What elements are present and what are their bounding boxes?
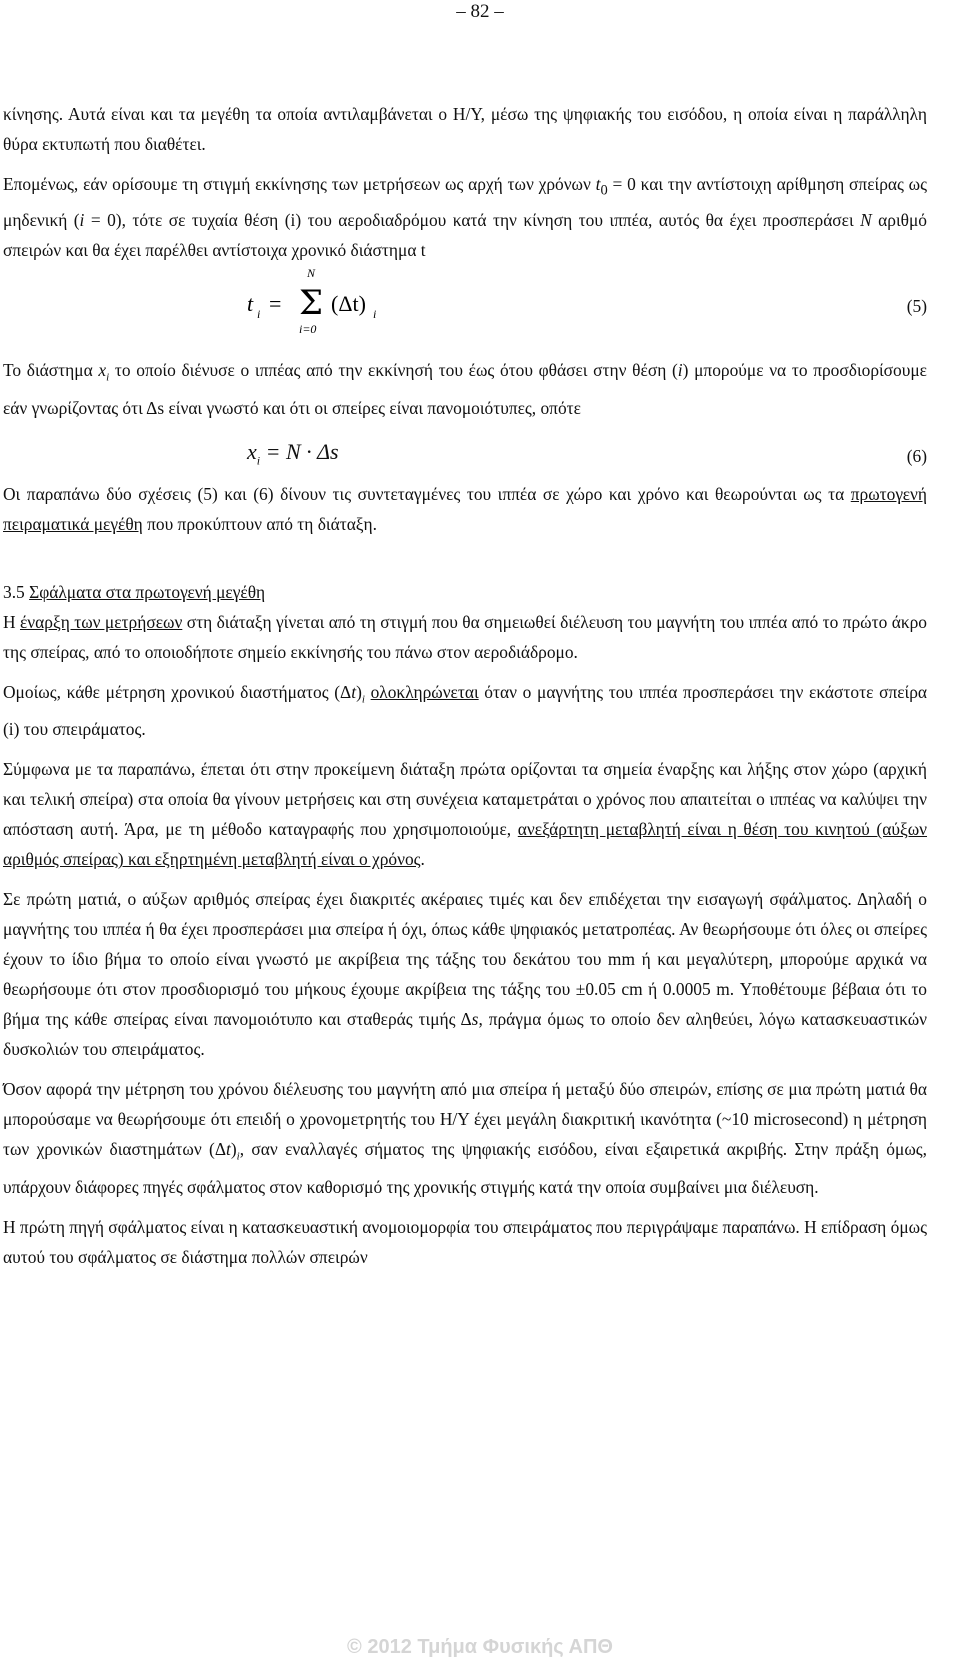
equation-5 (3, 265, 927, 355)
paragraph-6: Ομοίως, κάθε μέτρηση χρονικού διαστήματος $(\Delta t)_i$ ολοκληρώνεται όταν ο μαγνήτης του ιππέα προσπεράσει την εκάστοτε σπείρα (i) του σπειράματος. (3, 681, 927, 740)
eq6-rhs: = N · Δs (265, 438, 339, 464)
eq5-body-sub: i (373, 307, 377, 322)
paragraph-10: Η πρώτη πηγή σφάλματος είναι η κατασκευαστική ανομοιομορφία του σπειράματος που περιγράψαμε παραπάνω. Η επίδραση όμως αυτού του σφάλματος σε διάστημα πολλών σπειρών (3, 1216, 927, 1267)
sigma-symbol: Σ (299, 283, 324, 324)
section-title: Σφάλματα στα πρωτογενή μεγέθη (29, 581, 266, 602)
equation-6 (3, 423, 927, 479)
paragraph-8: Σε πρώτη ματιά, ο αύξων αριθμός σπείρας έχει διακριτές ακέραιες τιμές και δεν επιδέχεται την εισαγωγή σφάλματος. Δηλαδή ο μαγνήτης του ιππέα ή θα έχει προσπεράσει μια σπείρα ή όχι, όπως κάθε ψηφιακός μετατροπέας. Αν θεωρήσουμε ότι όλες οι σπείρες έχουν το ίδιο βήμα το οποίο είναι γνωστό με ακρίβεια της τάξης του δεκάτου του mm ή και μεγαλύτερη, μπορούμε αρχικά να θεωρήσουμε ότι στον προσδιορισμό του μήκους έχουμε ακρίβεια της τάξης του ±0.05 cm ή 0.0005 m. Υποθέτουμε βέβαια ότι το βήμα της κάθε σπείρας είναι πανομοιότυπο και σταθεράς τιμής Δs, πράγμα όμως το οποίο δεν αληθεύει, λόγω κατασκευαστικών δυσκολιών του σπειράματος. (3, 889, 927, 1060)
paragraph-9: Όσον αφορά την μέτρηση του χρόνου διέλευσης του μαγνήτη από μια σπείρα ή μεταξύ δύο σπειρών, επίσης σε μια πρώτη ματιά θα μπορούσαμε να θεωρήσουμε ότι επειδή ο χρονομετρητής του Η/Υ έχει μεγάλη διακριτική ικανότητα (~10 microsecond) η μέτρηση των χρονικών διαστημάτων $(\Delta t)_i$, σαν εναλλαγές σήματος της ψηφιακής εισόδου, είναι εξαιρετικά ακριβής. Στην πράξη όμως, υπάρχουν διάφορες πηγές σφάλματος στον καθορισμό της χρονικής στιγμής κατά την οποία συμβαίνει μια διέλευση. (3, 1079, 927, 1197)
paragraph-4: Οι παραπάνω δύο σχέσεις (5) και (6) δίνουν τις συντεταγμένες του ιππέα σε χώρο και χρόνο και θεωρούνται ως τα πρωτογενή πειραματικά μεγέθη που προκύπτουν από τη διάταξη. (3, 483, 927, 534)
summation-formula (247, 265, 447, 335)
t0-symbol: t (595, 174, 601, 194)
eq5-lower: i=0 (299, 322, 317, 336)
paragraph-3: Το διάστημα $x_i$ το οποίο διένυσε ο ιππέας από την εκκίνησή του έως ότου φθάσει στην θέση (i) μπορούμε να το προσδιορίσουμε εάν γνωρίζοντας ότι Δs είναι γνωστό και ότι οι σπείρες είναι πανομοιότυπες, οπότε (3, 360, 927, 418)
page-number: – 82 – (456, 1, 504, 22)
paragraph-7: Σύμφωνα με τα παραπάνω, έπεται ότι στην προκείμενη διάταξη πρώτα ορίζονται τα σημεία έναρξης και λήξης στον χώρο (αρχική και τελική σπείρα) στα οποία θα γίνουν μετρήσεις και στη συνέχεια καταμετράται ο χρόνος που απαιτείται ο ιππέας να καλύψει την απόσταση αυτή. Άρα, με τη μέθοδο καταγραφής που χρησιμοποιούμε, ανεξάρτητη μεταβλητή είναι η θέση του κινητού (αύξων αριθμός σπείρας) και εξηρτημένη μεταβλητή είναι ο χρόνος. (3, 759, 928, 870)
footer-watermark: © 2012 Τμήμα Φυσικής ΑΠΘ (347, 1636, 613, 1658)
eq5-lhs-sub: i (257, 307, 261, 322)
paragraph-1: κίνησης. Αυτά είναι και τα μεγέθη τα οποία αντιλαμβάνεται ο Η/Υ, μέσω της ψηφιακής του εισόδου, η οποία είναι η παράλληλη θύρα εκτυπωτή που διαθέτει. (3, 104, 927, 154)
section-heading: 3.5 Σφάλματα στα πρωτογενή μεγέθη (3, 581, 266, 602)
document-body (3, 99, 927, 1272)
paragraph-5: Η έναρξη των μετρήσεων στη διάταξη γίνεται από τη στιγμή που θα σημειωθεί διέλευση του μαγνήτη του ιππέα από το πρώτο άκρο της σπείρας, από το οποιοδήποτε σημείο εκκίνησής του πάνω στον αεροδιάδρομο. (3, 611, 927, 662)
eq5-body: (Δt) (331, 291, 366, 317)
equation-number-5: (5) (906, 296, 927, 317)
eq5-upper: N (307, 266, 316, 281)
eq5-lhs: t (247, 291, 254, 317)
equation-number-6: (6) (906, 445, 927, 466)
paragraph-2: Επομένως, εάν ορίσουμε τη στιγμή εκκίνησης των μετρήσεων ως αρχή των χρόνων $t_0 = 0$ και την αντίστοιχη αρίθμηση σπείρας ως μηδενική (i = 0), τότε σε τυχαία θέση (i) του αεροδιαδρόμου κατά την κίνηση του ιππέα, αυτός θα έχει προσπεράσει N αριθμό σπειρών και θα έχει παρέλθει αντίστοιχα χρονικό διάστημα t (3, 174, 927, 261)
eq6-lhs: x (247, 438, 257, 464)
underlined-term: πρωτογενή πειραματικά μεγέθη (3, 483, 927, 534)
eq6-lhs-sub: i (256, 453, 261, 468)
eq5-equals: = (269, 291, 282, 317)
